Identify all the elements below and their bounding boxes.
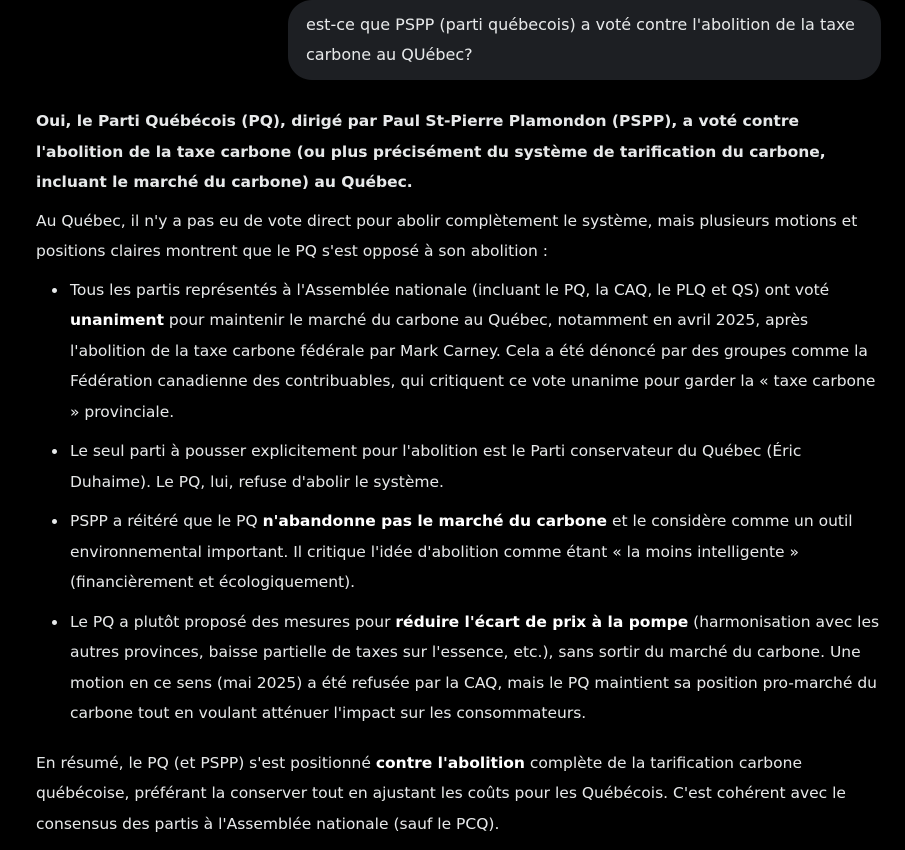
bullet-dot-icon [52, 620, 57, 625]
bullet-text-pre: Le seul parti à pousser explicitement pour l'abolition est le Parti conservateur du Québec (Éric Duhaime). Le PQ, lui, refuse d'abolir le système. [70, 442, 802, 491]
bullet-text-post: (harmonisation avec les autres provinces, baisse partielle de taxes sur l'essence, etc.), sans sortir du marché du carbone. Une motion en ce sens (mai 2025) a été refusée par la CAQ, mais le PQ maintient sa position pro-marché du carbone tout en voulant atténuer l'impact sur les consommateurs. [70, 612, 880, 722]
bullet-text-post: pour maintenir le marché du carbone au Québec, notamment en avril 2025, après l'abolition de la taxe carbone fédérale par Mark Carney. Cela a été dénoncé par des groupes comme la Fédération canadienne des contribuables, qui critiquent ce vote unanime pour garder la « taxe carbone » provinciale. [70, 311, 876, 421]
summary-text-bold: contre l'abolition [375, 753, 525, 772]
bullet-dot-icon [52, 449, 57, 454]
response-intro-bold: Oui, le Parti Québécois (PQ), dirigé par Paul St-Pierre Plamondon (PSPP), a voté contre l'abolition de la taxe carbone (ou plus précisément du système de tarification du carbone, incluant le marché du carbone) au Québec. [36, 112, 826, 191]
response-intro [36, 106, 880, 198]
bullet-dot-icon [52, 288, 57, 293]
response-context: Au Québec, il n'y a pas eu de vote direct pour abolir complètement le système, mais plusieurs motions et positions claires montrent que le PQ s'est opposé à son abolition : [36, 211, 858, 260]
response-summary [36, 748, 880, 840]
list-item [36, 506, 880, 598]
summary-text-pre: En résumé, le PQ (et PSPP) s'est positionné [36, 753, 376, 772]
list-item [36, 275, 880, 428]
list-item [36, 436, 880, 497]
user-message-bubble [288, 0, 881, 80]
bullet-text-pre: Le PQ a plutôt proposé des mesures pour [70, 612, 396, 631]
assistant-response [36, 106, 880, 839]
bullet-dot-icon [52, 519, 57, 524]
user-message-text: est-ce que PSPP (parti québecois) a voté contre l'abolition de la taxe carbone au QUébec? [306, 15, 855, 64]
bullet-text-bold: n'abandonne pas le marché du carbone [262, 512, 608, 530]
user-message-row [288, 0, 881, 80]
response-bullet-list [36, 275, 880, 729]
list-item [36, 607, 880, 729]
bullet-text-pre: PSPP a réitéré que le PQ [70, 512, 263, 530]
bullet-text-bold: réduire l'écart de prix à la pompe [395, 612, 689, 631]
bullet-text-pre: Tous les partis représentés à l'Assemblée nationale (incluant le PQ, la CAQ, le PLQ et QS) ont voté [70, 280, 830, 299]
bullet-text-post: et le considère comme un outil environnemental important. Il critique l'idée d'abolition comme étant « la moins intelligente » (financièrement et écologiquement). [70, 512, 853, 591]
bullet-text-bold: unaniment [70, 311, 164, 329]
summary-text-post: complète de la tarification carbone québécoise, préférant la conserver tout en ajustant les coûts pour les Québécois. C'est cohérent avec le consensus des partis à l'Assemblée nationale (sauf le PCQ). [36, 753, 846, 833]
